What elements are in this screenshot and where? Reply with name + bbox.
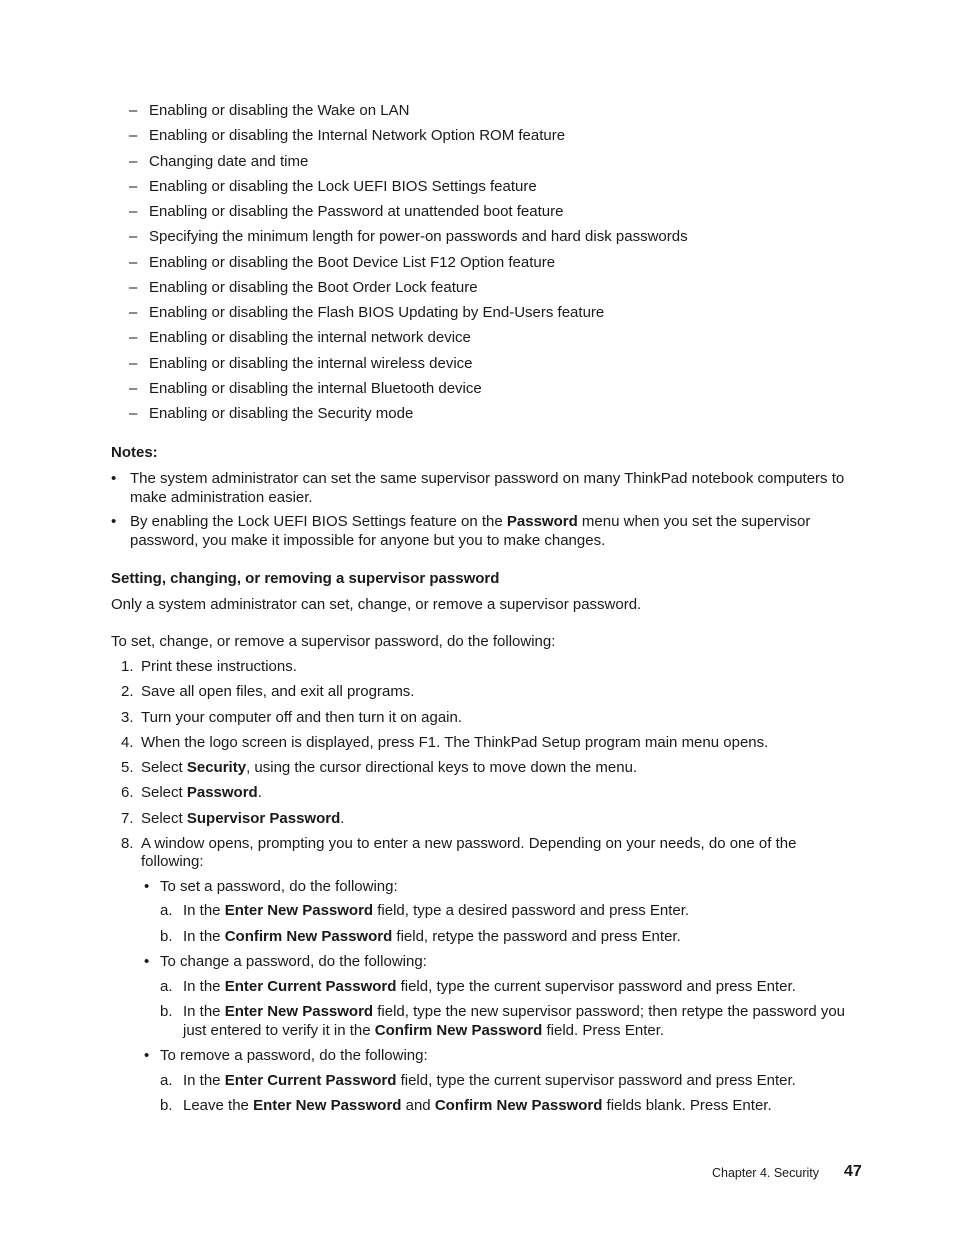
section-lead: To set, change, or remove a supervisor password, do the following: <box>111 633 556 650</box>
field-name: Enter New Password <box>224 1003 374 1021</box>
option-remove <box>121 1047 861 1116</box>
list-item <box>129 202 889 227</box>
bullet-marker: • <box>111 513 117 530</box>
sub-step-text: field, type the new supervisor password; then retype the password you just entered to verify it in the <box>183 1003 846 1039</box>
step-number: 8. <box>121 834 134 852</box>
sub-step-text: field, retype the password and press Enter. <box>392 927 681 945</box>
step-text: Select <box>141 784 187 802</box>
note-text: By enabling the Lock UEFI BIOS Settings feature on the <box>130 513 507 530</box>
dash-marker: – <box>129 278 138 296</box>
sub-step-text: Leave the <box>183 1097 254 1115</box>
step-item <box>121 810 861 829</box>
option-set <box>121 878 861 947</box>
list-item <box>129 303 889 328</box>
list-item-text: Enabling or disabling the Password at unattended boot feature <box>149 203 564 220</box>
list-item <box>129 101 889 126</box>
option-change <box>121 953 861 1040</box>
list-item <box>129 354 889 379</box>
step-emphasis: Supervisor Password <box>186 809 341 827</box>
dash-marker: – <box>129 127 138 145</box>
notes-heading: Notes: <box>111 444 158 461</box>
bullet-marker: • <box>144 953 150 971</box>
sub-step-text: field, type a desired password and press Enter. <box>373 902 690 920</box>
sub-step-text: field. Press Enter. <box>542 1021 665 1039</box>
dash-marker: – <box>129 102 138 119</box>
note-item <box>111 470 871 507</box>
dash-marker: – <box>129 203 138 220</box>
list-item-text: Enabling or disabling the Boot Order Lock feature <box>149 278 478 296</box>
step-number: 2. <box>121 683 134 701</box>
list-item <box>129 177 889 202</box>
step-number: 1. <box>121 658 134 675</box>
step-number: 6. <box>121 784 134 802</box>
field-name: Enter Current Password <box>224 1071 397 1089</box>
step-number: 5. <box>121 759 134 776</box>
list-item-text: Enabling or disabling the Security mode <box>149 405 414 422</box>
sub-step <box>160 928 861 947</box>
footer-chapter: Chapter 4. Security <box>712 1166 819 1180</box>
dash-marker: – <box>129 379 138 397</box>
step-item <box>121 658 861 677</box>
list-item-text: Enabling or disabling the internal network device <box>149 329 471 347</box>
sub-step <box>160 1072 861 1091</box>
sub-step <box>160 902 861 921</box>
step-number: 3. <box>121 708 134 726</box>
field-name: Confirm New Password <box>434 1097 603 1115</box>
sub-step-text: In the <box>183 927 225 945</box>
option-lead: To remove a password, do the following: <box>160 1047 428 1065</box>
sub-steps <box>160 902 861 946</box>
sub-step-text: field, type the current supervisor password and press Enter. <box>396 1071 796 1089</box>
steps-list <box>121 658 861 1123</box>
list-item-text: Enabling or disabling the internal wireless device <box>149 354 473 372</box>
notes-list <box>111 470 871 556</box>
note-item <box>111 513 871 550</box>
sub-step-letter: b. <box>160 927 173 945</box>
list-item <box>129 152 889 177</box>
list-item <box>129 328 889 353</box>
sub-step <box>160 1003 861 1040</box>
sub-step-text: In the <box>183 902 225 920</box>
sub-step-text: In the <box>183 1071 225 1089</box>
sub-step <box>160 1097 861 1116</box>
list-item <box>129 126 889 151</box>
section-heading: Setting, changing, or removing a supervisor password <box>111 570 500 587</box>
step-item <box>121 709 861 728</box>
list-item <box>129 227 889 252</box>
list-item-text: Changing date and time <box>149 152 309 170</box>
dash-marker: – <box>129 304 138 321</box>
bullet-marker: • <box>111 470 117 487</box>
dash-marker: – <box>129 253 138 271</box>
sub-step-letter: b. <box>160 1003 173 1021</box>
sub-steps <box>160 978 861 1041</box>
step-number: 7. <box>121 809 134 827</box>
step-text: Select <box>141 759 187 776</box>
step-emphasis: Security <box>186 759 247 776</box>
sub-step-letter: a. <box>160 902 173 920</box>
field-name: Confirm New Password <box>374 1021 543 1039</box>
dash-marker: – <box>129 354 138 372</box>
list-item-text: Enabling or disabling the Flash BIOS Updating by End-Users feature <box>149 304 605 321</box>
sub-steps <box>160 1072 861 1116</box>
dash-marker: – <box>129 228 138 246</box>
sub-step-text: field, type the current supervisor password and press Enter. <box>396 977 796 995</box>
step-text: Select <box>141 809 187 827</box>
list-item-text: Enabling or disabling the Internal Network Option ROM feature <box>149 127 566 145</box>
step-item <box>121 784 861 803</box>
step-item <box>121 683 861 702</box>
list-item <box>129 278 889 303</box>
section-intro: Only a system administrator can set, change, or remove a supervisor password. <box>111 596 642 613</box>
note-text: The system administrator can set the same supervisor password on many ThinkPad notebook computers to make administration easier. <box>130 470 845 506</box>
sub-step-letter: a. <box>160 977 173 995</box>
list-item-text: Specifying the minimum length for power-on passwords and hard disk passwords <box>149 228 688 246</box>
list-item <box>129 404 889 429</box>
step-item <box>121 734 861 753</box>
list-item-text: Enabling or disabling the Lock UEFI BIOS Settings feature <box>149 177 537 195</box>
feature-list <box>129 101 889 429</box>
field-name: Enter New Password <box>253 1097 402 1115</box>
step-text: . <box>340 809 345 827</box>
dash-marker: – <box>129 152 138 170</box>
note-emphasis: Password <box>506 513 578 530</box>
dash-marker: – <box>129 177 138 195</box>
list-item <box>129 253 889 278</box>
step-text: Save all open files, and exit all programs. <box>141 683 415 701</box>
step-text: , using the cursor directional keys to move down the menu. <box>246 759 638 776</box>
step-emphasis: Password <box>186 784 258 802</box>
step-text: A window opens, prompting you to enter a new password. Depending on your needs, do one of the following: <box>141 834 797 871</box>
option-lead: To change a password, do the following: <box>160 953 427 971</box>
dash-marker: – <box>129 329 138 347</box>
sub-step-text: and <box>401 1097 435 1115</box>
sub-step <box>160 978 861 997</box>
sub-step-letter: b. <box>160 1097 173 1115</box>
bullet-marker: • <box>144 877 150 895</box>
note-text: menu when you set the supervisor password, you make it impossible for anyone but you to make changes. <box>130 513 811 549</box>
sub-step-letter: a. <box>160 1071 173 1089</box>
step-text: . <box>257 784 262 802</box>
list-item-text: Enabling or disabling the Wake on LAN <box>149 102 410 119</box>
field-name: Confirm New Password <box>224 927 393 945</box>
field-name: Enter New Password <box>224 902 374 920</box>
step-item <box>121 835 861 1116</box>
step-text: Print these instructions. <box>141 658 297 675</box>
step-number: 4. <box>121 733 134 751</box>
sub-step-text: In the <box>183 1003 225 1021</box>
step-text: When the logo screen is displayed, press F1. The ThinkPad Setup program main menu opens. <box>141 733 769 751</box>
step-item <box>121 759 861 778</box>
step-text: Turn your computer off and then turn it on again. <box>141 708 463 726</box>
bullet-marker: • <box>144 1047 150 1065</box>
sub-step-text: In the <box>183 977 225 995</box>
field-name: Enter Current Password <box>224 977 397 995</box>
dash-marker: – <box>129 405 138 422</box>
sub-step-text: fields blank. Press Enter. <box>602 1097 772 1115</box>
option-lead: To set a password, do the following: <box>160 877 398 895</box>
list-item-text: Enabling or disabling the internal Bluetooth device <box>149 379 482 397</box>
list-item-text: Enabling or disabling the Boot Device List F12 Option feature <box>149 253 556 271</box>
page-number: 47 <box>844 1163 862 1180</box>
list-item <box>129 379 889 404</box>
